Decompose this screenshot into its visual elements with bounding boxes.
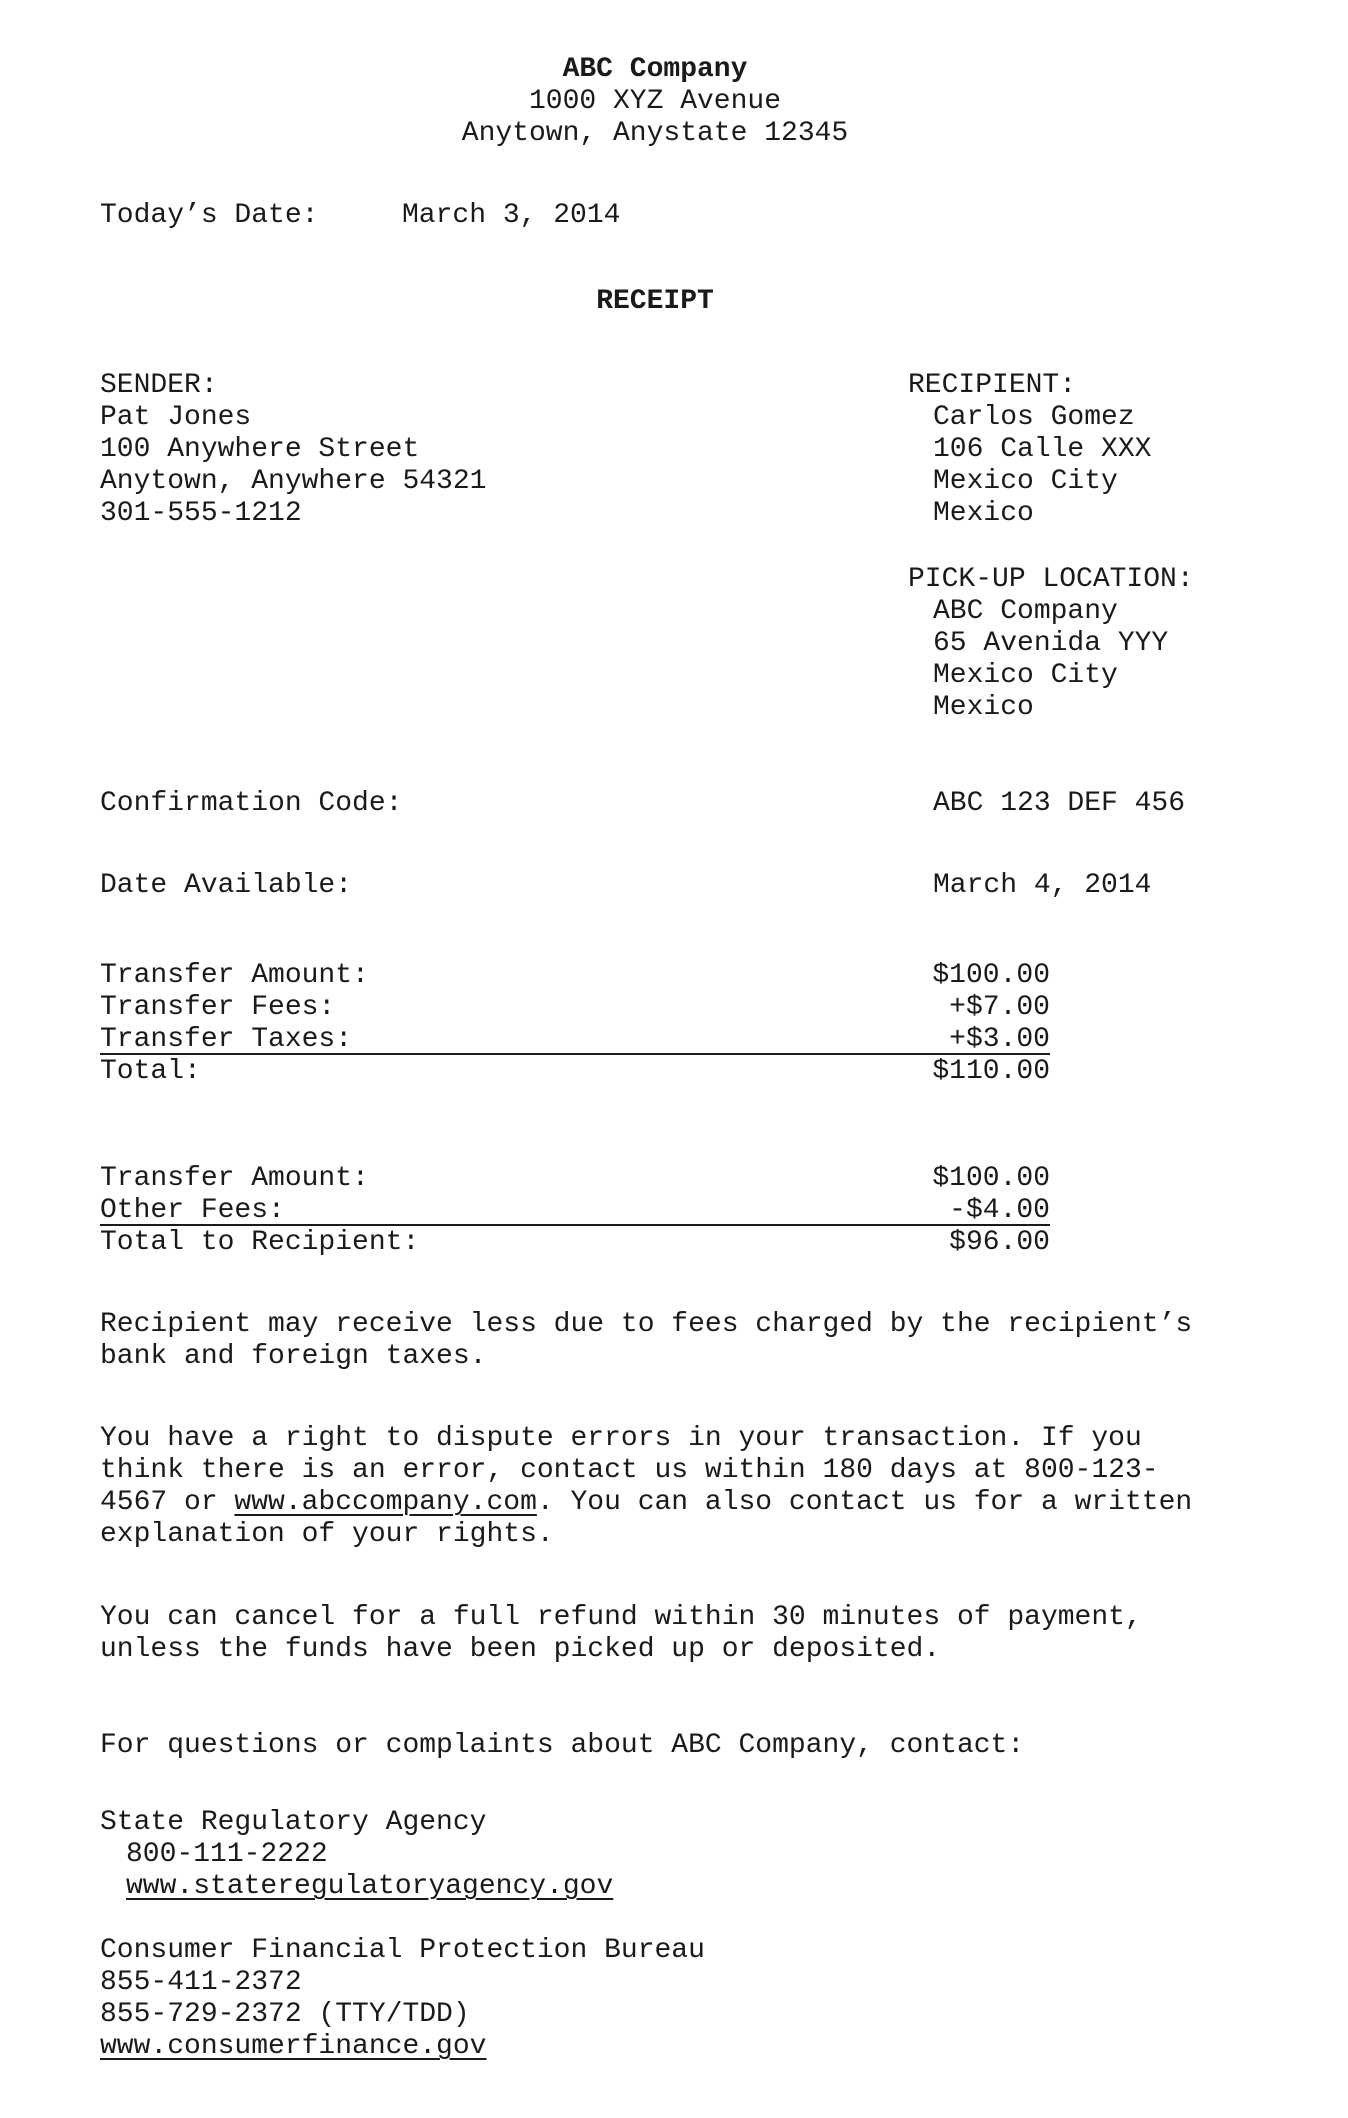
recipient-city: Mexico City (933, 466, 1118, 497)
cfpb-name: Consumer Financial Protection Bureau (100, 1935, 705, 1966)
notice-fees-line: Recipient may receive less due to fees charged by the recipient’s (100, 1309, 1193, 1340)
recipient-street: 106 Calle XXX (933, 434, 1152, 465)
confirmation-code-value: ABC 123 DEF 456 (933, 788, 1186, 819)
charge-label: Transfer Amount: (100, 960, 369, 991)
charge-label: Transfer Taxes: (100, 1024, 353, 1055)
payout-divider (100, 1224, 1050, 1226)
cfpb-link[interactable]: www.consumerfinance.gov (100, 2031, 487, 2062)
notice-dispute-line: You have a right to dispute errors in your transaction. If you (100, 1423, 1142, 1454)
charge-value: $100.00 (932, 960, 1050, 991)
notice-dispute-text: . You can also contact us for a written (536, 1487, 1193, 1518)
abccompany-link[interactable]: www.abccompany.com (234, 1487, 537, 1518)
company-address-line2: Anytown, Anystate 12345 (461, 118, 849, 149)
payout-total-label: Total to Recipient: (100, 1227, 420, 1258)
pickup-heading: PICK-UP LOCATION: (908, 564, 1194, 595)
charge-value: +$7.00 (949, 992, 1050, 1023)
pickup-name: ABC Company (933, 596, 1118, 627)
cfpb-tty: 855-729-2372 (TTY/TDD) (100, 1999, 470, 2030)
cfpb-phone: 855-411-2372 (100, 1967, 302, 1998)
payout-total-value: $96.00 (949, 1227, 1050, 1258)
notice-dispute-line (100, 1487, 1192, 1519)
company-address-line1: 1000 XYZ Avenue (528, 86, 782, 117)
sender-name: Pat Jones (100, 402, 252, 433)
notice-dispute-text: 4567 or (100, 1487, 235, 1518)
charge-total-value: $110.00 (932, 1056, 1050, 1087)
notice-cancel-line: You can cancel for a full refund within 30 minutes of payment, (100, 1602, 1142, 1633)
sender-heading: SENDER: (100, 370, 218, 401)
recipient-heading: RECIPIENT: (908, 370, 1077, 401)
recipient-name: Carlos Gomez (933, 402, 1135, 433)
charge-total-label: Total: (100, 1056, 201, 1087)
sender-city: Anytown, Anywhere 54321 (100, 466, 487, 497)
notice-dispute-line: explanation of your rights. (100, 1519, 554, 1550)
pickup-street: 65 Avenida YYY (933, 628, 1169, 659)
sender-street: 100 Anywhere Street (100, 434, 420, 465)
pickup-country: Mexico (933, 692, 1034, 723)
confirmation-code-label: Confirmation Code: (100, 788, 403, 819)
questions-line: For questions or complaints about ABC Company, contact: (100, 1730, 1025, 1761)
charges-divider (100, 1053, 1050, 1055)
payout-value: $100.00 (932, 1163, 1050, 1194)
state-agency-name: State Regulatory Agency (100, 1807, 487, 1838)
pickup-city: Mexico City (933, 660, 1118, 691)
company-name: ABC Company (562, 54, 748, 85)
receipt-title: RECEIPT (596, 286, 714, 317)
sender-phone: 301-555-1212 (100, 498, 302, 529)
state-agency-phone: 800-111-2222 (126, 1839, 328, 1870)
notice-fees-line: bank and foreign taxes. (100, 1341, 487, 1372)
notice-cancel-line: unless the funds have been picked up or deposited. (100, 1634, 941, 1665)
charge-label: Transfer Fees: (100, 992, 336, 1023)
notice-dispute-line: think there is an error, contact us within 180 days at 800-123- (100, 1455, 1159, 1486)
date-available-value: March 4, 2014 (933, 870, 1152, 901)
payout-label: Other Fees: (100, 1195, 285, 1226)
charge-value: +$3.00 (949, 1024, 1050, 1055)
payout-value: -$4.00 (949, 1195, 1050, 1226)
date-available-label: Date Available: (100, 870, 353, 901)
state-agency-link[interactable]: www.stateregulatoryagency.gov (126, 1871, 614, 1902)
recipient-country: Mexico (933, 498, 1034, 529)
payout-label: Transfer Amount: (100, 1163, 369, 1194)
todays-date-label: Today’s Date: (100, 200, 319, 231)
todays-date-value: March 3, 2014 (402, 200, 621, 231)
